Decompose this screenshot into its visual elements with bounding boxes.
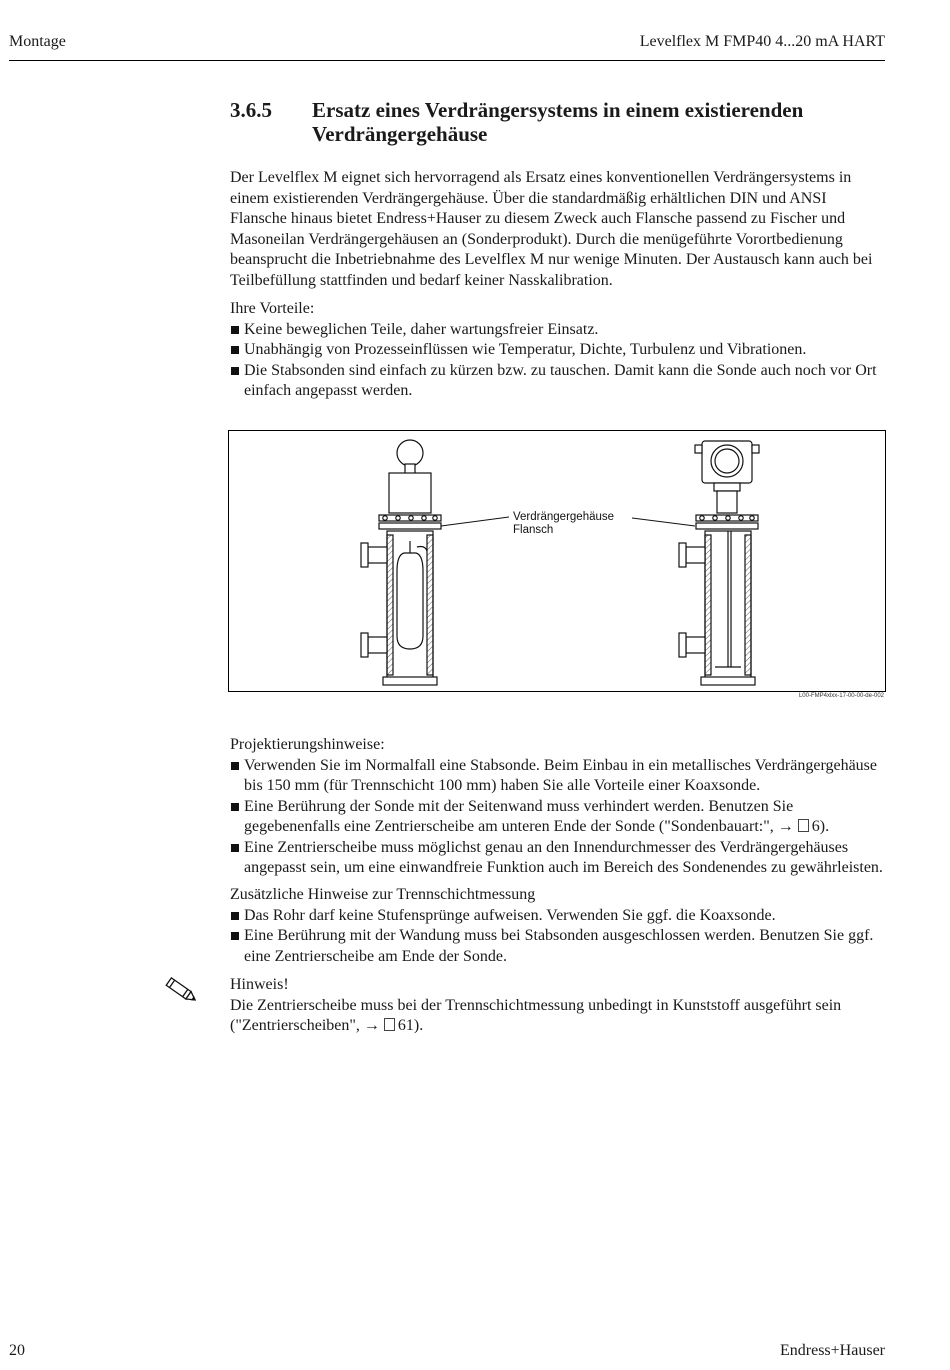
advantages-heading: Ihre Vorteile: xyxy=(230,300,315,317)
list-item: Die Stabsonden sind einfach zu kürzen bzw. zu tauschen. Damit kann die Sonde auch noch vor Ort einfach angepasst werden. xyxy=(230,361,886,402)
section-number: 3.6.5 xyxy=(230,98,272,122)
bullet-icon xyxy=(231,932,239,940)
levelflex-drawing xyxy=(679,441,759,685)
bullet-icon xyxy=(231,844,239,852)
planning-list xyxy=(230,756,886,879)
leader-line-left xyxy=(441,517,509,526)
bullet-icon xyxy=(231,803,239,811)
bullet-icon xyxy=(231,367,239,375)
page-reference-icon xyxy=(798,819,809,832)
header-section-name: Montage xyxy=(9,33,66,50)
page-reference[interactable]: 6 xyxy=(811,818,820,835)
interface-heading: Zusätzliche Hinweise zur Trennschichtmessung xyxy=(230,886,536,903)
list-item: Eine Zentrierscheibe muss möglichst genau an den Innendurchmesser des Verdrängergehäuses angepasst sein, um eine einwandfreie Funktion auch im Bereich des Sondenendes zu gewährleisten. xyxy=(230,838,886,879)
figure-id: L00-FMP4xlxx-17-00-00-de-002 xyxy=(798,693,884,699)
leader-line-right xyxy=(632,518,695,526)
interface-block xyxy=(230,885,886,967)
planning-heading: Projektierungshinweise: xyxy=(230,736,385,753)
advantages-block xyxy=(230,299,886,402)
conventional-displacer-drawing xyxy=(361,440,441,685)
intro-block xyxy=(230,168,886,291)
pencil-icon xyxy=(160,972,200,1013)
list-item: Unabhängig von Prozesseinflüssen wie Temperatur, Dichte, Turbulenz und Vibrationen. xyxy=(230,340,886,361)
note-block xyxy=(230,975,886,1037)
header-rule xyxy=(9,60,885,61)
list-item: Das Rohr darf keine Stufensprünge aufweisen. Verwenden Sie ggf. die Koaxsonde. xyxy=(230,906,886,927)
section-title: Ersatz eines Verdrängersystems in einem existierenden Verdrängergehäuse xyxy=(312,98,804,146)
displacer-drawing xyxy=(229,431,885,691)
bullet-icon xyxy=(231,912,239,920)
list-item: Keine beweglichen Teile, daher wartungsfreier Einsatz. xyxy=(230,320,886,341)
advantages-list xyxy=(230,320,886,402)
figure-label-flange: Flansch xyxy=(513,524,554,536)
intro-paragraph: Der Levelflex M eignet sich hervorragend als Ersatz eines konventionellen Verdrängersystems in einem existierenden Verdrängergehäuse. Über die standardmäßig erhältlichen DIN und ANSI Flansche hinaus bietet Endress+Hauser zu diesem Zweck auch Flansche passend zu Fischer und Masoneilan Verdrängergehäusen an (Sonderprodukt). Durch die menügeführte Vorortbedienung beansprucht die Inbetriebnahme des Levelflex M nur wenige Minuten. Der Austausch kann auch bei Teilbefüllung stattfinden und bedarf keiner Nasskalibration. xyxy=(230,169,873,289)
list-item: Eine Berührung mit der Wandung muss bei Stabsonden ausgeschlossen werden. Benutzen Sie ggf. eine Zentrierscheibe am Ende der Sonde. xyxy=(230,926,886,967)
note-text: Die Zentrierscheibe muss bei der Trennschichtmessung unbedingt in Kunststoff ausgeführt sein ("Zentrierscheiben", → 61). xyxy=(230,996,842,1034)
header-product-name: Levelflex M FMP40 4...20 mA HART xyxy=(639,33,885,50)
planning-block xyxy=(230,735,886,879)
interface-list xyxy=(230,906,886,968)
list-item: Verwenden Sie im Normalfall eine Stabsonde. Beim Einbau in ein metallisches Verdrängergehäuse bis 150 mm (für Trennschicht 100 mm) haben Sie alle Vorteile einer Koaxsonde. xyxy=(230,756,886,797)
note-title: Hinweis! xyxy=(230,976,289,993)
figure-label-housing: Verdrängergehäuse xyxy=(513,511,615,523)
page-reference-icon xyxy=(384,1018,395,1031)
page-number: 20 xyxy=(9,1342,25,1359)
bullet-icon xyxy=(231,762,239,770)
page-reference[interactable]: 61 xyxy=(397,1017,414,1034)
bullet-icon xyxy=(231,346,239,354)
list-item: Eine Berührung der Sonde mit der Seitenwand muss verhindert werden. Benutzen Sie gegebenenfalls eine Zentrierscheibe am unteren Ende der Sonde ("Sondenbauart:", → 6). xyxy=(230,797,886,838)
bullet-icon xyxy=(231,326,239,334)
displacer-figure xyxy=(228,430,886,692)
brand-name: Endress+Hauser xyxy=(780,1342,885,1359)
